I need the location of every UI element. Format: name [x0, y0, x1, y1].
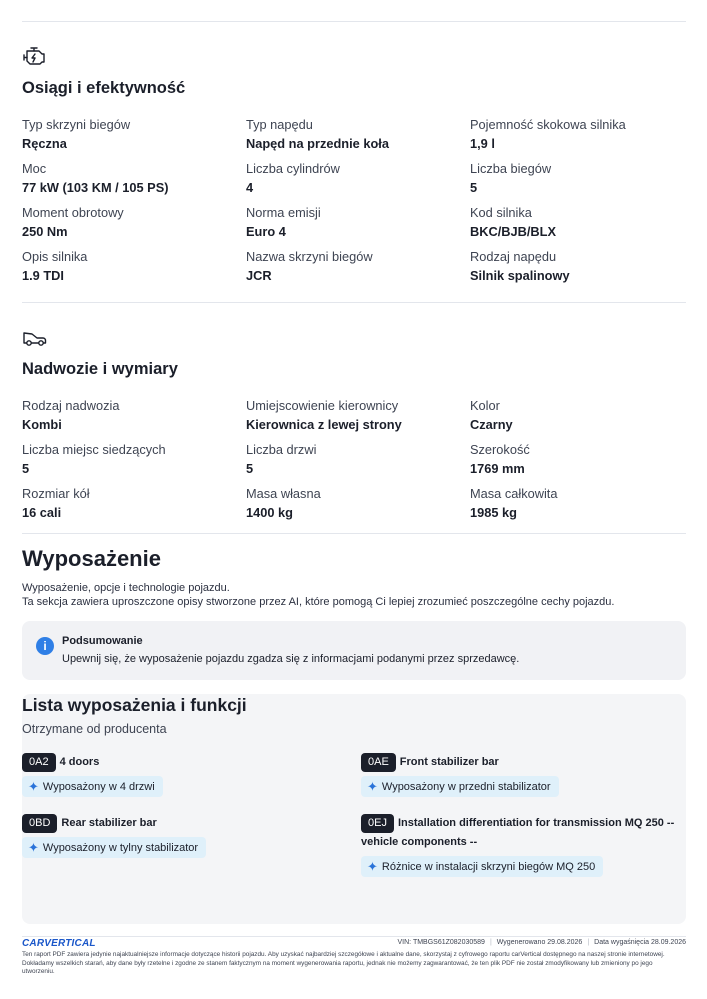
equipment-name: Rear stabilizer bar	[61, 817, 157, 829]
equipment-ai-description: ✦ Wyposażony w tylny stabilizator	[22, 837, 206, 858]
spec-cell	[470, 442, 685, 477]
divider	[22, 302, 686, 303]
section-title-body: Nadwozie i wymiary	[22, 360, 178, 378]
equipment-heading: Wyposażenie	[22, 546, 161, 571]
equipment-description-2: Ta sekcja zawiera uproszczone opisy stworzone przez AI, które pomogą Ci lepiej zrozumieć poszczególne cechy pojazdu.	[22, 596, 615, 608]
spec-value: 5	[22, 461, 30, 476]
spec-cell	[246, 486, 461, 521]
spec-label: Rozmiar kół	[22, 486, 90, 501]
sparkle-icon: ✦	[367, 859, 378, 874]
spec-value: Kombi	[22, 417, 62, 432]
spec-label: Typ napędu	[246, 117, 313, 132]
spec-value: 1,9 l	[470, 136, 495, 151]
equipment-code: 0BD	[22, 814, 57, 833]
spec-label: Masa całkowita	[470, 486, 558, 501]
spec-cell	[470, 486, 685, 521]
equipment-description-1: Wyposażenie, opcje i technologie pojazdu.	[22, 582, 230, 594]
equipment-code: 0AE	[361, 753, 396, 772]
equipment-item	[361, 814, 681, 877]
report-page	[22, 0, 686, 999]
spec-label: Pojemność skokowa silnika	[470, 117, 626, 132]
footer-divider	[22, 936, 686, 937]
carvertical-logo: CARVERTICAL	[22, 938, 96, 949]
spec-label: Liczba miejsc siedzących	[22, 442, 166, 457]
spec-value: BKC/BJB/BLX	[470, 224, 557, 239]
equipment-ai-description: ✦ Różnice w instalacji skrzyni biegów MQ 250	[361, 856, 603, 877]
divider	[22, 533, 686, 534]
summary-box	[22, 621, 686, 680]
spec-cell	[246, 398, 461, 433]
spec-cell	[246, 117, 461, 152]
spec-cell	[470, 117, 685, 152]
spec-label: Masa własna	[246, 486, 321, 501]
spec-label: Norma emisji	[246, 205, 321, 220]
vin-text: VIN: TMBGS61Z082030589	[397, 939, 485, 946]
spec-label: Moment obrotowy	[22, 205, 124, 220]
spec-label: Nazwa skrzyni biegów	[246, 249, 373, 264]
spec-value: Czarny	[470, 417, 513, 432]
spec-value: Kierownica z lewej strony	[246, 417, 402, 432]
footer-meta: VIN: TMBGS61Z082030589 | Wygenerowano 29.08.2026 | Data wygaśnięcia 28.09.2026	[397, 939, 686, 946]
spec-label: Rodzaj nadwozia	[22, 398, 120, 413]
footer-disclaimer: Ten raport PDF zawiera jedynie najaktualniejsze informacje dotyczące historii pojazdu. Aby uzyskać najbardziej szczegółowe i aktualne dane, skorzystaj z cyfrowego raportu carVertical dostępnego na naszej stronie internetowej. Dokładamy wszelkich starań, aby dane były rzetelne i zgodne ze stanem faktycznym na moment wygenerowania raportu, jednak nie możemy zagwarantować, że ten plik PDF nie został zmodyfikowany lub zmieniony po jego utworzeniu.	[22, 951, 665, 976]
spec-cell	[470, 161, 685, 196]
spec-label: Kolor	[470, 398, 500, 413]
spec-cell	[470, 205, 685, 240]
spec-value: 1.9 TDI	[22, 268, 64, 283]
summary-text: Upewnij się, że wyposażenie pojazdu zgadza się z informacjami podanymi przez sprzedawcę.	[62, 653, 520, 665]
sparkle-icon: ✦	[367, 779, 378, 794]
spec-value: 1985 kg	[470, 505, 517, 520]
spec-label: Rodzaj napędu	[470, 249, 557, 264]
equipment-code: 0A2	[22, 753, 56, 772]
spec-cell	[470, 398, 685, 433]
spec-cell	[22, 486, 237, 521]
spec-label: Opis silnika	[22, 249, 88, 264]
spec-value: 16 cali	[22, 505, 62, 520]
equipment-name: Installation differentiation for transmission MQ 250 --	[397, 817, 675, 829]
spec-value: 77 kW (103 KM / 105 PS)	[22, 180, 169, 195]
car-body-icon	[22, 325, 48, 349]
sparkle-icon: ✦	[28, 840, 39, 855]
equipment-item	[361, 753, 681, 797]
spec-cell	[22, 398, 237, 433]
spec-cell	[246, 161, 461, 196]
spec-value: 5	[470, 180, 478, 195]
expiry-date: Data wygaśnięcia 28.09.2026	[594, 939, 686, 946]
spec-cell	[22, 249, 237, 284]
spec-value: 5	[246, 461, 254, 476]
spec-cell	[22, 442, 237, 477]
summary-title: Podsumowanie	[62, 635, 143, 647]
spec-label: Liczba cylindrów	[246, 161, 340, 176]
divider	[22, 21, 686, 22]
spec-label: Szerokość	[470, 442, 530, 457]
spec-value: Silnik spalinowy	[470, 268, 570, 283]
sparkle-icon: ✦	[28, 779, 39, 794]
spec-value: 1769 mm	[470, 461, 525, 476]
equipment-list-title: Lista wyposażenia i funkcji	[22, 695, 247, 715]
equipment-list-subtitle: Otrzymane od producenta	[22, 722, 167, 736]
spec-cell	[246, 249, 461, 284]
spec-cell	[22, 161, 237, 196]
equipment-name-continued: vehicle components --	[361, 836, 478, 848]
spec-value: 1400 kg	[246, 505, 293, 520]
equipment-ai-description: ✦ Wyposażony w 4 drzwi	[22, 776, 163, 797]
spec-value: JCR	[246, 268, 272, 283]
section-title-performance: Osiągi i efektywność	[22, 79, 186, 97]
generated-date: Wygenerowano 29.08.2026	[496, 939, 583, 946]
spec-label: Umiejscowienie kierownicy	[246, 398, 399, 413]
spec-label: Liczba drzwi	[246, 442, 317, 457]
equipment-code: 0EJ	[361, 814, 394, 833]
spec-label: Kod silnika	[470, 205, 532, 220]
equipment-item	[22, 814, 342, 858]
spec-cell	[22, 205, 237, 240]
equipment-name: Front stabilizer bar	[399, 756, 499, 768]
spec-value: 4	[246, 180, 254, 195]
spec-label: Liczba biegów	[470, 161, 552, 176]
spec-cell	[22, 117, 237, 152]
spec-value: Napęd na przednie koła	[246, 136, 389, 151]
spec-value: 250 Nm	[22, 224, 68, 239]
spec-label: Typ skrzyni biegów	[22, 117, 131, 132]
spec-cell	[246, 442, 461, 477]
engine-icon	[22, 44, 48, 68]
info-icon: i	[36, 637, 54, 655]
equipment-ai-description: ✦ Wyposażony w przedni stabilizator	[361, 776, 559, 797]
equipment-name: 4 doors	[59, 756, 100, 768]
spec-label: Moc	[22, 161, 47, 176]
spec-value: Euro 4	[246, 224, 286, 239]
spec-value: Ręczna	[22, 136, 67, 151]
spec-cell	[246, 205, 461, 240]
spec-cell	[470, 249, 685, 284]
equipment-item	[22, 753, 342, 797]
